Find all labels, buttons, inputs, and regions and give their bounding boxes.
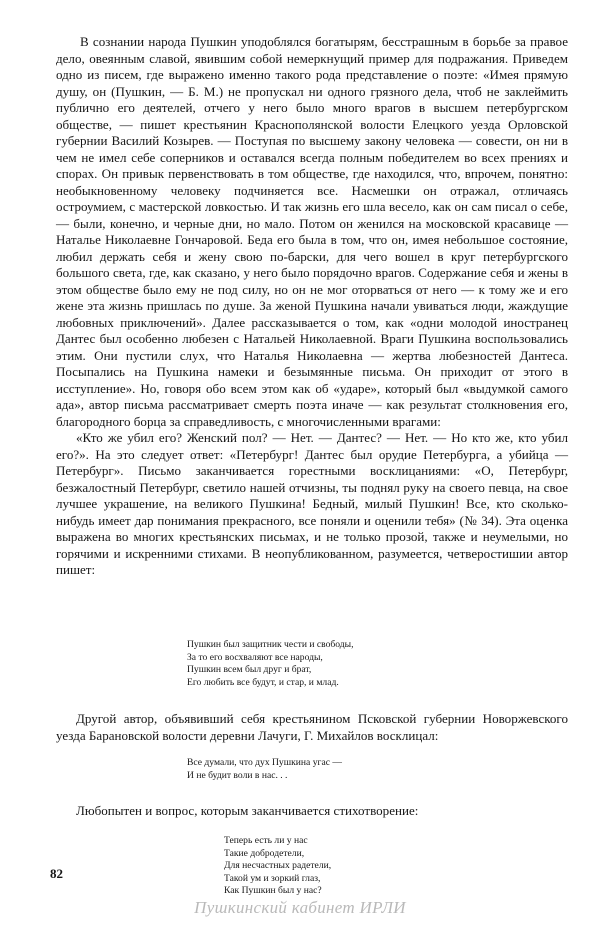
- watermark: Пушкинский кабинет ИРЛИ: [194, 898, 406, 917]
- verse-question: Теперь есть ли у нас Такие добродетели, Для несчастных радетели, Такой ум и зоркий глаз, Как Пушкин был у нас?: [224, 835, 332, 896]
- page-number: 82: [50, 866, 63, 881]
- paragraph-2: «Кто же убил его? Женский пол? — Нет. — Дантес? — Нет. — Но кто же, кто убил его?». На это следует ответ: «Петербург! Дантес был орудие Петербурга, а убийца — Петербург». Письмо заканчивается горестными восклицаниями: «О, Петербург, безжалостный Петербург, светило нашей отчизны, ты поднял руку на своего певца, на свое лучшее украшение, на великого Пушкина! Бедный, милый Пушкин! Все, кто сколько-нибудь имеет дар понимания прекрасного, все поняли и оценили тебя» (№ 34). Эта оценка выражена во многих крестьянских письмах, и не только прозой, также и неумелыми, но горячими и искренними стихами. В неопубликованном, разумеется, четверостишии автор пишет:: [56, 430, 568, 577]
- paragraph-1: В сознании народа Пушкин уподоблялся богатырям, бесстрашным в борьбе за правое дело, овеянным славой, явившим собой немеркнущий пример для подражания. Приведем одно из писем, где выражено именно такого рода представление о поэте: «Имея прямую душу, он (Пушкин, — Б. М.) не пропускал ни одного грязного дела, чтоб не заклеймить публично его деятелей, отчего у него было много врагов в высшем петербургском обществе, — пишет крестьянин Краснополянской волости Елецкого уезда Орловской губернии Василий Козырев. — Поступая по высшему закону человека — совести, он ни в чем не имел себе соперников и оставался всегда полным победителем во всех прениях и спорах. Он привык первенствовать в том обществе, где находился, что, впрочем, понятно: необыкновенному человеку подчиняется все. Насмешки он отражал, отличаясь остроумием, с мастерской ловкостью. И так жизнь его шла весело, как он сам писал о себе, — были, конечно, и черные дни, но мало. Потом он женился на московской красавице — Наталье Николаевне Гончаровой. Беда его была в том, что он, имея небольшое состояние, любил держать себя и жену свою по-барски, для чего вошел в круг петербургского большого света, где, как сказано, у него было порядочно врагов. Содержание себя и жены в этом обществе было ему не под силу, но он не мог оторваться от него — к тому же и его жене эта жизнь пришлась по душе. За женой Пушкина начали увиваться люди, жаждущие любовных приключений». Далее рассказывается о том, как «одни молодой иностранец Дантес был особенно любезен с Натальей Николаевной. Враги Пушкина воспользовались этим. Они пустили слух, что Наталья Николаевна — жертва любезностей Дантеса. Посыпались на Пушкина намеки и безымянные письма. Он приходит от этого в исступление». Но, говоря обо всем этом как об «ударе», который был «выдумкой самого ада», автор письма рассматривает смерть поэта иначе — как результат столкновения его, благородного борца за справедливость, с многочисленными врагами:: [56, 34, 568, 429]
- paragraph-4: Любопытен и вопрос, которым заканчивается стихотворение:: [76, 803, 419, 818]
- verse-couplet: Все думали, что дух Пушкина угас — И не будит воли в нас. . .: [187, 757, 342, 781]
- verse-quatrain: Пушкин был защитник чести и свободы, За то его восхваляют все народы, Пушкин всем был друг и брат, Его любить все будут, и стар, и млад.: [187, 639, 354, 688]
- paragraph-3: Другой автор, объявивший себя крестьянином Псковской губернии Новоржевского уезда Барановской волости деревни Лачуги, Г. Михайлов восклицал:: [56, 711, 568, 743]
